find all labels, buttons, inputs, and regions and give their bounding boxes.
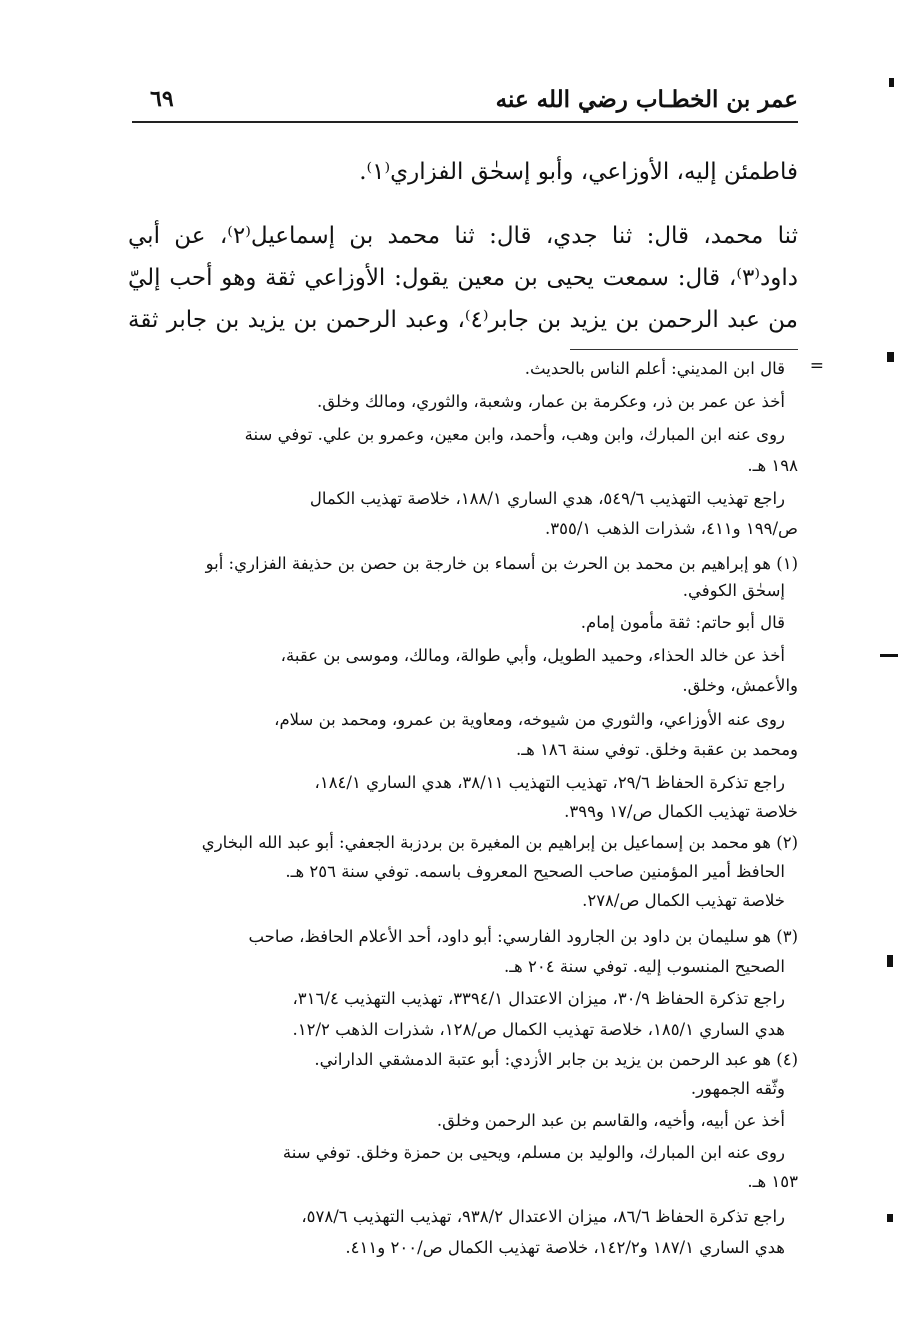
footnote-3-line: (٣) هو سليمان بن داود بن الجارود الفارسي: أبو داود، أحد الأعلام الحافظ، صاحب xyxy=(248,927,798,946)
footnote-1-line: خلاصة تهذيب الكمال ص/١٧ و٣٩٩. xyxy=(564,802,798,821)
footnote-1-line: قال أبو حاتم: ثقة مأمون إمام. xyxy=(580,613,785,632)
footnote-separator xyxy=(570,349,798,350)
scan-mark xyxy=(887,352,894,362)
main-text-line-4: من عبد الرحمن بن يزيد بن جابر⁽٤⁾، وعبد الرحمن بن يزيد بن جابر ثقة xyxy=(128,307,798,333)
footnote-line: قال ابن المديني: أعلم الناس بالحديث. xyxy=(524,359,785,378)
footnote-continuation-mark: = xyxy=(809,356,824,376)
page-number: ٦٩ xyxy=(150,86,174,112)
footnote-4-line: ١٥٣ هـ. xyxy=(747,1172,798,1191)
scan-mark xyxy=(880,654,898,657)
footnote-4-line: وثّقه الجمهور. xyxy=(690,1079,785,1098)
footnote-2-line: (٢) هو محمد بن إسماعيل بن إبراهيم بن المغيرة بن بردزبة الجعفي: أبو عبد الله البخاري xyxy=(201,833,798,852)
footnote-2-line: خلاصة تهذيب الكمال ص/٢٧٨. xyxy=(582,891,785,910)
footnote-2-line: الحافظ أمير المؤمنين صاحب الصحيح المعروف باسمه. توفي سنة ٢٥٦ هـ. xyxy=(285,862,785,881)
footnote-1-line: إسحٰق الكوفي. xyxy=(682,581,785,600)
footnote-1-line: ومحمد بن عقبة وخلق. توفي سنة ١٨٦ هـ. xyxy=(516,740,798,759)
footnote-4-line: (٤) هو عبد الرحمن بن يزيد بن جابر الأزدي: أبو عتبة الدمشقي الداراني. xyxy=(314,1050,798,1069)
footnote-4-line: أخذ عن أبيه، وأخيه، والقاسم بن عبد الرحمن وخلق. xyxy=(436,1111,785,1130)
footnote-1-line: روى عنه الأوزاعي، والثوري من شيوخه، ومعاوية بن عمرو، ومحمد بن سلام، xyxy=(274,710,785,729)
footnote-4-line: هدي الساري ١٨٧/١ و١٤٢/٢، خلاصة تهذيب الكمال ص/٢٠٠ و٤١١. xyxy=(345,1238,785,1257)
header-rule xyxy=(132,121,798,123)
footnote-1-line: والأعمش، وخلق. xyxy=(682,676,798,695)
footnote-3-line: الصحيح المنسوب إليه. توفي سنة ٢٠٤ هـ. xyxy=(503,957,785,976)
footnote-1-line: أخذ عن خالد الحذاء، وحميد الطويل، وأبي طوالة، ومالك، وموسى بن عقبة، xyxy=(280,646,785,665)
footnote-4-line: راجع تذكرة الحفاظ ٨٦/٦، ميزان الاعتدال ٩٣٨/٢، تهذيب التهذيب ٥٧٨/٦، xyxy=(301,1207,785,1226)
scan-mark xyxy=(889,78,894,87)
main-text-line-2: ثنا محمد، قال: ثنا جدي، قال: ثنا محمد بن إسماعيل⁽٢⁾، عن أبي xyxy=(128,223,799,249)
footnote-4-line: روى عنه ابن المبارك، والوليد بن مسلم، ويحيى بن حمزة وخلق. توفي سنة xyxy=(282,1143,785,1162)
main-text-line-1: فاطمئن إليه، الأوزاعي، وأبو إسحٰق الفزاري⁽١⁾. xyxy=(359,159,798,185)
scan-mark xyxy=(887,955,893,967)
footnote-line: ص/١٩٩ و٤١١، شذرات الذهب ٣٥٥/١. xyxy=(545,519,798,538)
footnote-line: أخذ عن عمر بن ذر، وعكرمة بن عمار، وشعبة، والثوري، ومالك وخلق. xyxy=(317,392,785,411)
footnote-line: راجع تهذيب التهذيب ٥٤٩/٦، هدي الساري ١٨٨/١، خلاصة تهذيب الكمال xyxy=(309,489,785,508)
main-text-line-3: داود⁽٣⁾، قال: سمعت يحيى بن معين يقول: الأوزاعي ثقة وهو أحب إليّ xyxy=(128,265,798,291)
running-header-title: عمر بن الخطـاب رضي الله عنه xyxy=(495,86,798,113)
footnote-3-line: هدي الساري ١٨٥/١، خلاصة تهذيب الكمال ص/١٢٨، شذرات الذهب ١٢/٢. xyxy=(292,1020,785,1039)
footnote-line: روى عنه ابن المبارك، وابن وهب، وأحمد، وابن معين، وعمرو بن علي. توفي سنة xyxy=(244,425,785,444)
footnote-3-line: راجع تذكرة الحفاظ ٣٠/٩، ميزان الاعتدال ٣٣٩٤/١، تهذيب التهذيب ٣١٦/٤، xyxy=(292,989,785,1008)
footnote-1-line: (١) هو إبراهيم بن محمد بن الحرث بن أسماء بن خارجة بن حصن بن حذيفة الفزاري: أبو xyxy=(205,554,798,573)
footnote-line: ١٩٨ هـ. xyxy=(747,456,798,475)
footnote-1-line: راجع تذكرة الحفاظ ٢٩/٦، تهذيب التهذيب ٣٨/١١، هدي الساري ١٨٤/١، xyxy=(314,773,785,792)
scan-mark xyxy=(887,1214,893,1222)
